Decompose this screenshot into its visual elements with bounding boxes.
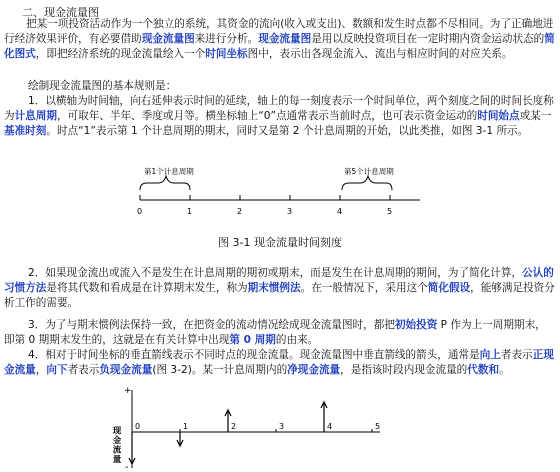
tick-label: 2 bbox=[237, 207, 243, 216]
text-run: 图中，表示出各现金流入、流出与相应时间的对应关系。 bbox=[247, 48, 513, 60]
brace-right-label: 第5个计息周期 bbox=[344, 167, 394, 176]
highlight-term: 净现金流量 bbox=[287, 364, 341, 376]
highlight-term: 期末惯例法 bbox=[247, 282, 301, 294]
text-run: (图 3-2)。某一计息周期内的 bbox=[152, 364, 288, 376]
figure-time-scale bbox=[130, 166, 430, 226]
paragraph-rule-3 bbox=[4, 318, 556, 348]
text-run: 的由来。 bbox=[275, 334, 319, 346]
brace-left-label: 第1个计息周期 bbox=[144, 167, 194, 176]
highlight-term: 时间坐标 bbox=[205, 48, 248, 60]
highlight-term: 时间始点 bbox=[477, 110, 520, 122]
text-run: 把某一项投资活动作为一个独立的系统，其资金的流向(收入或支出)、数额和发生时点都不尽相同。为了正确地进行经济效果评价，有必要借助 bbox=[4, 18, 554, 45]
text-run: 。时点“1”表示第 1 个计息周期的期末，同时又是第 2 个计息周期的开始，以此类推，如图 3-1 所示。 bbox=[46, 125, 529, 137]
minus-sign: - bbox=[125, 462, 129, 472]
brace-right bbox=[342, 176, 392, 190]
tick-label: 5 bbox=[387, 207, 393, 216]
tick-label: 0 bbox=[137, 207, 143, 216]
tick-label: 0 bbox=[135, 422, 141, 431]
tick-label: 5 bbox=[375, 422, 381, 431]
highlight-term: 计息周期 bbox=[14, 110, 57, 122]
highlight-term: 现金流量图 bbox=[258, 33, 312, 45]
tick-label: 3 bbox=[279, 422, 285, 431]
tick-label: 1 bbox=[187, 207, 193, 216]
text-run: 。 bbox=[499, 364, 510, 376]
highlight-term: 向下 bbox=[46, 364, 68, 376]
highlight-term: 代数和 bbox=[467, 364, 500, 376]
tick-label: 3 bbox=[287, 207, 293, 216]
text-run: ，可取年、半年、季度或月等。横坐标轴上“0”点通常表示当前时点，也可表示资金运动的 bbox=[56, 110, 478, 122]
text-run: 来进行分析。 bbox=[194, 33, 259, 45]
text-run: 4．相对于时间坐标的垂直箭线表示不同时点的现金流量。现金流量图中垂直箭线的箭头，通常是 bbox=[28, 349, 480, 361]
highlight-term: 公认的习惯方法 bbox=[4, 267, 554, 294]
brace-left bbox=[140, 176, 190, 190]
cash-flow-ylabel: 现金流量 bbox=[111, 426, 121, 464]
figure-cash-flow bbox=[110, 384, 410, 472]
text-run: P 作为上一周期期末，即第 0 期期末发生的，这就是在有关计算中出现 bbox=[4, 319, 546, 346]
highlight-term: 现金流量图 bbox=[141, 33, 195, 45]
tick-label: 4 bbox=[337, 207, 343, 216]
highlight-term: 简化假设 bbox=[427, 282, 471, 294]
text-run: 2．如果现金流出或流入不是发生在计息周期的期初或期末，而是发生在计息周期的期间，为了简化计算， bbox=[28, 267, 523, 279]
tick-label: 1 bbox=[183, 422, 189, 431]
highlight-term: 向上 bbox=[479, 349, 501, 361]
text-run: 。在一般情况下，采用这个 bbox=[300, 282, 428, 294]
highlight-term: 负现金流量 bbox=[99, 364, 153, 376]
text-run: ，能够满足投资分析工作的需要。 bbox=[4, 282, 555, 309]
text-run: 者表示 bbox=[67, 364, 100, 376]
rules-intro: 绘制现金流量图的基本规则是： bbox=[28, 80, 177, 92]
highlight-term: 简化图式 bbox=[4, 33, 555, 60]
paragraph-rule-2 bbox=[4, 266, 556, 311]
plus-sign: + bbox=[124, 386, 132, 396]
text-run: 者表示 bbox=[500, 349, 533, 361]
figure-1-caption: 图 3-1 现金流量时间刻度 bbox=[218, 236, 342, 249]
tick-label: 2 bbox=[231, 422, 237, 431]
paragraph-intro bbox=[4, 17, 556, 62]
text-run: ，即把经济系统的现金流量绘入一个 bbox=[35, 48, 206, 60]
tick-label: 4 bbox=[327, 422, 333, 431]
section-title: 二、现金流量图 bbox=[22, 6, 99, 19]
text-run: 是将其代数和看成是在计算期末发生，称为 bbox=[46, 282, 248, 294]
text-run: ，是指该时段内现金流量的 bbox=[340, 364, 468, 376]
text-run: 或某一 bbox=[519, 110, 552, 122]
text-run: 1．以横轴为时间轴，向右延伸表示时间的延续，轴上的每一刻度表示一个时间单位，两个刻度之间的时间长度称为 bbox=[4, 95, 554, 122]
highlight-term: 正现金流量 bbox=[4, 349, 554, 376]
text-run: 3．为了与期末惯例法保持一致，在把资金的流动情况绘成现金流量图时，都把 bbox=[28, 319, 395, 331]
highlight-term: 初始投资 bbox=[394, 319, 438, 331]
highlight-term: 第 0 周期 bbox=[229, 334, 276, 346]
paragraph-rule-1 bbox=[4, 94, 556, 139]
paragraph-rule-4 bbox=[4, 348, 556, 378]
highlight-term: 基准时刻 bbox=[4, 125, 47, 137]
text-run: 是用以反映投资项目在一定时期内资金运动状态的 bbox=[311, 33, 545, 45]
text-run: ， bbox=[35, 364, 47, 376]
